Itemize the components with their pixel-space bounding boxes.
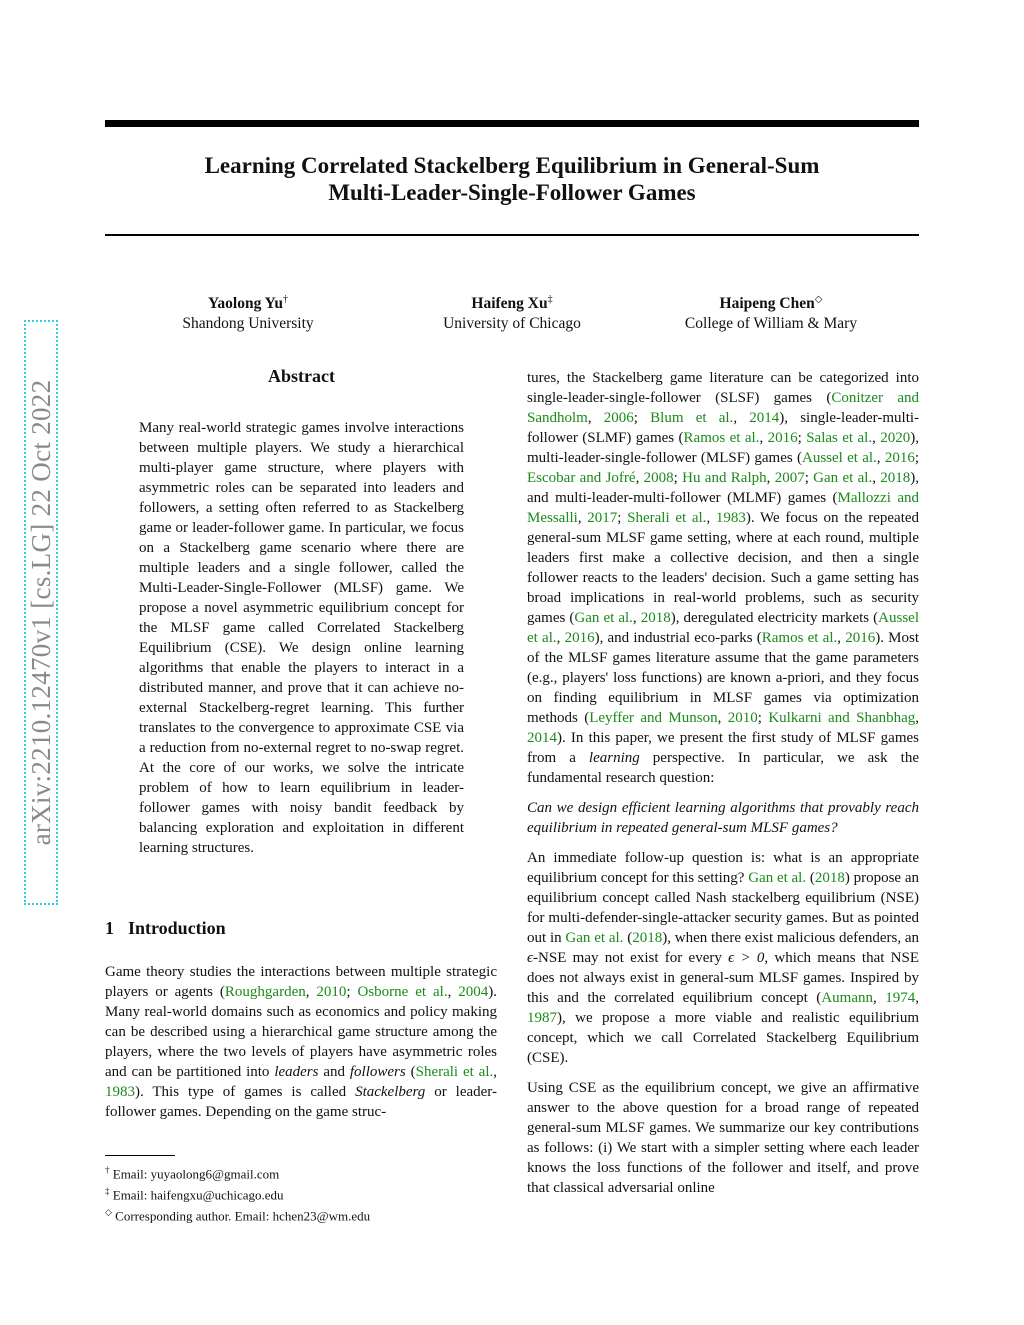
text-run: ( <box>405 1064 416 1080</box>
citation-link[interactable]: Gan et al. <box>813 470 873 486</box>
citation-link[interactable]: 2006 <box>603 410 634 426</box>
citation-link[interactable]: 2007 <box>774 470 805 486</box>
citation-link[interactable]: 1974 <box>885 990 916 1006</box>
citation-link[interactable]: Ramos et al. <box>683 430 760 446</box>
math-symbol: ϵ <box>527 950 534 966</box>
footnote <box>105 1162 497 1183</box>
text-run: Game theory studies the interactions between multiple strategic players or agents ( <box>105 964 497 1000</box>
title-bottom-rule <box>105 234 919 236</box>
footnote-text: Email: haifengxu@uchicago.edu <box>112 1187 284 1203</box>
author-block-2 <box>411 290 613 334</box>
author-footnote-mark: ◇ <box>814 294 823 305</box>
text-run: , <box>305 984 317 1000</box>
citation-link[interactable]: Aussel et al. <box>527 610 920 646</box>
section-title: Introduction <box>128 918 226 938</box>
citation-link[interactable]: Salas et al. <box>806 430 873 446</box>
text-run: and <box>318 1064 350 1080</box>
citation-link[interactable]: 2014 <box>749 410 780 426</box>
math-expression: ϵ > 0 <box>728 950 765 966</box>
emphasis: learning <box>588 750 640 766</box>
citation-link[interactable]: 2018 <box>640 610 671 626</box>
title-line-2: Multi-Leader-Single-Follower Games <box>328 180 696 205</box>
citation-link[interactable]: Leyffer and Munson <box>589 710 718 726</box>
abstract-heading: Abstract <box>268 366 335 386</box>
title-top-rule <box>105 120 919 127</box>
emphasis: Stackelberg <box>355 1084 426 1100</box>
citation-link[interactable]: Gan et al. <box>574 610 633 626</box>
citation-link[interactable]: Sherali et al. <box>627 510 707 526</box>
author-block-3 <box>661 290 881 334</box>
citation-link[interactable]: Osborne et al. <box>357 984 448 1000</box>
citation-link[interactable]: 2018 <box>814 870 845 886</box>
research-question-text: Can we design efficient learning algorithms that provably reach equilibrium in repeated general-sum MLSF games? <box>527 800 919 836</box>
citation-link[interactable]: 1987 <box>527 1010 557 1026</box>
citation-link[interactable]: Kulkarni and Shanbhag <box>768 710 916 726</box>
emphasis: leaders <box>274 1064 319 1080</box>
footnote-rule <box>105 1155 175 1156</box>
emphasis: followers <box>349 1064 406 1080</box>
research-question <box>527 798 919 838</box>
citation-link[interactable]: 1983 <box>715 510 746 526</box>
citation-link[interactable]: 2016 <box>884 450 915 466</box>
text-run: ). Many real-world domains such as economics and policy making can be described using a hierarchical game structure among the players, where the two levels of players have asymmetric roles and can be partitioned into <box>105 984 497 1080</box>
intro-paragraph-left <box>105 962 497 1122</box>
author-name: Haifeng Xu <box>471 295 548 313</box>
footnote-text: Corresponding author. Email: hchen23@wm.edu <box>115 1207 371 1223</box>
citation-link[interactable]: 2016 <box>845 630 876 646</box>
text-run: , <box>447 984 459 1000</box>
citation-link[interactable]: 2018 <box>880 470 911 486</box>
text-run: or leader-follower games. Depending on the game struc- <box>105 1084 497 1120</box>
section-number: 1 <box>105 918 114 938</box>
citation-link[interactable]: Hu and Ralph <box>682 470 767 486</box>
intro-paragraph-right-3: Using CSE as the equilibrium concept, we give an affirmative answer to the above question for a broad range of repeated general-sum MLSF games. We summarize our key contributions as follows: (i) We start with a simpler setting where each leader knows the loss functions of the follower and itself, and prove that classical adversarial online <box>527 1080 919 1196</box>
author-name: Haipeng Chen <box>719 295 815 313</box>
citation-link[interactable]: 2008 <box>643 470 674 486</box>
text-run: , <box>493 1064 497 1080</box>
author-affiliation: University of Chicago <box>443 315 581 333</box>
footnote <box>105 1204 497 1225</box>
citation-link[interactable]: Conitzer and Sandholm <box>527 390 919 426</box>
citation-link[interactable]: Blum et al. <box>650 410 734 426</box>
footnote-mark: † <box>105 1165 110 1175</box>
citation-link[interactable]: 2010 <box>316 984 347 1000</box>
text-run: ). This type of games is called <box>135 1084 356 1100</box>
citation-link[interactable]: 2004 <box>458 984 489 1000</box>
footnotes <box>105 1162 497 1224</box>
footnote-text: Email: yuyaolong6@gmail.com <box>112 1166 280 1182</box>
author-affiliation: Shandong University <box>182 315 314 333</box>
citation-link[interactable]: Aussel et al. <box>801 450 877 466</box>
author-footnote-mark: † <box>283 294 289 305</box>
citation-link[interactable]: Escobar and Jofré <box>527 470 636 486</box>
paper-title <box>105 152 919 206</box>
intro-paragraph-right-2: An immediate follow-up question is: what is an appropriate equilibrium concept for this setting? Gan et al. (2018) propose an equilibrium concept called Nash stackelberg equilibrium (NSE) for multi-defender-single-attacker security games. But as pointed out in Gan et al. (2018), when there exist malicious defenders, an ϵ-NSE may not exist for every ϵ > 0, which means that NSE does not always exist in general-sum MLSF games. Inspired by this and the correlated equilibrium concept (Aumann, 1974, 1987), we propose a more viable and realistic equilibrium concept, which we call Correlated Stackelberg Equilibrium (CSE). <box>527 850 920 1066</box>
citation-link[interactable]: Aumann <box>821 990 873 1006</box>
footnote-mark: ◇ <box>105 1206 112 1217</box>
citation-link[interactable]: Sherali et al. <box>415 1064 494 1080</box>
footnote-mark: ‡ <box>105 1185 110 1196</box>
citation-link[interactable]: 2010 <box>727 710 758 726</box>
citation-link[interactable]: 2018 <box>632 930 663 946</box>
citation-link[interactable]: 2016 <box>564 630 595 646</box>
abstract-body: Many real-world strategic games involve interactions between multiple players. We study a hierarchical multi-player game structure, where players with asymmetric roles can be separated into leaders and followers, a setting often referred to as Stackelberg game or leader-follower game. In particular, we focus on a Stackelberg game scenario where there are multiple leaders and a single follower, called the Multi-Leader-Single-Follower (MLSF) game. We propose a novel asymmetric equilibrium concept for the MLSF game called Correlated Stackelberg Equilibrium (CSE). We design online learning algorithms that enable the players to interact in a distributed manner, and prove that it can achieve no-external Stackelberg-regret learning. This further translates to the convergence to approximate CSE via a reduction from no-external regret to no-swap regret. At the core of our works, we solve the intricate problem of how to learn equilibrium in leader-follower games with noisy bandit feedback by balancing exploration and exploitation in different learning structures. <box>139 420 464 856</box>
citation-link[interactable]: 2016 <box>767 430 798 446</box>
citation-link[interactable]: Mallozzi and Messalli <box>527 490 919 526</box>
citation-link[interactable]: 2020 <box>880 430 911 446</box>
citation-link[interactable]: 2014 <box>527 730 557 746</box>
author-name: Yaolong Yu <box>207 295 284 313</box>
citation-link[interactable]: 1983 <box>105 1084 135 1100</box>
citation-link[interactable]: Roughgarden <box>224 984 306 1000</box>
citation-link[interactable]: Ramos et al. <box>761 630 838 646</box>
text-run: ; <box>346 984 358 1000</box>
intro-paragraph-right-1: tures, the Stackelberg game literature can be categorized into single-leader-single-follower (SLSF) games (Conitzer and Sandholm, 2006; Blum et al., 2014), single-leader-multi-follower (SLMF) games (Ramos et al., 2016; Salas et al., 2020), multi-leader-single-follower (MLSF) games (Aussel et al., 2016; Escobar and Jofré, 2008; Hu and Ralph, 2007; Gan et al., 2018), and multi-leader-multi-follower (MLMF) games (Mallozzi and Messalli, 2017; Sherali et al., 1983). We focus on the repeated general-sum MLSF game setting, where at each round, multiple leaders first make a collective decision, and then a single follower reacts to the leaders' decision. Such a game setting has broad implications in real-world problems, such as security games (Gan et al., 2018), deregulated electricity markets (Aussel et al., 2016), and industrial eco-parks (Ramos et al., 2016). Most of the MLSF games literature assume that the game parameters (e.g., players' loss functions) are known a-priori, and they focus on finding equilibrium in MLSF games via optimization methods (Leyffer and Munson, 2010; Kulkarni and Shanbhag, 2014). In this paper, we present the first study of MLSF games from a learning perspective. In particular, we ask the fundamental research question: <box>527 370 920 786</box>
author-affiliation: College of William & Mary <box>684 315 858 333</box>
citation-link[interactable]: Gan et al. <box>565 930 624 946</box>
author-footnote-mark: ‡ <box>547 294 553 305</box>
arxiv-identifier-stamp: arXiv:2210.12470v1 [cs.LG] 22 Oct 2022 <box>24 320 58 905</box>
right-column <box>527 368 919 1198</box>
section-heading-introduction <box>105 918 226 939</box>
author-block-1 <box>148 290 348 334</box>
title-line-1: Learning Correlated Stackelberg Equilibrium in General-Sum <box>204 153 820 178</box>
citation-link[interactable]: Gan et al. <box>748 870 807 886</box>
citation-link[interactable]: 2017 <box>587 510 618 526</box>
footnote <box>105 1183 497 1204</box>
